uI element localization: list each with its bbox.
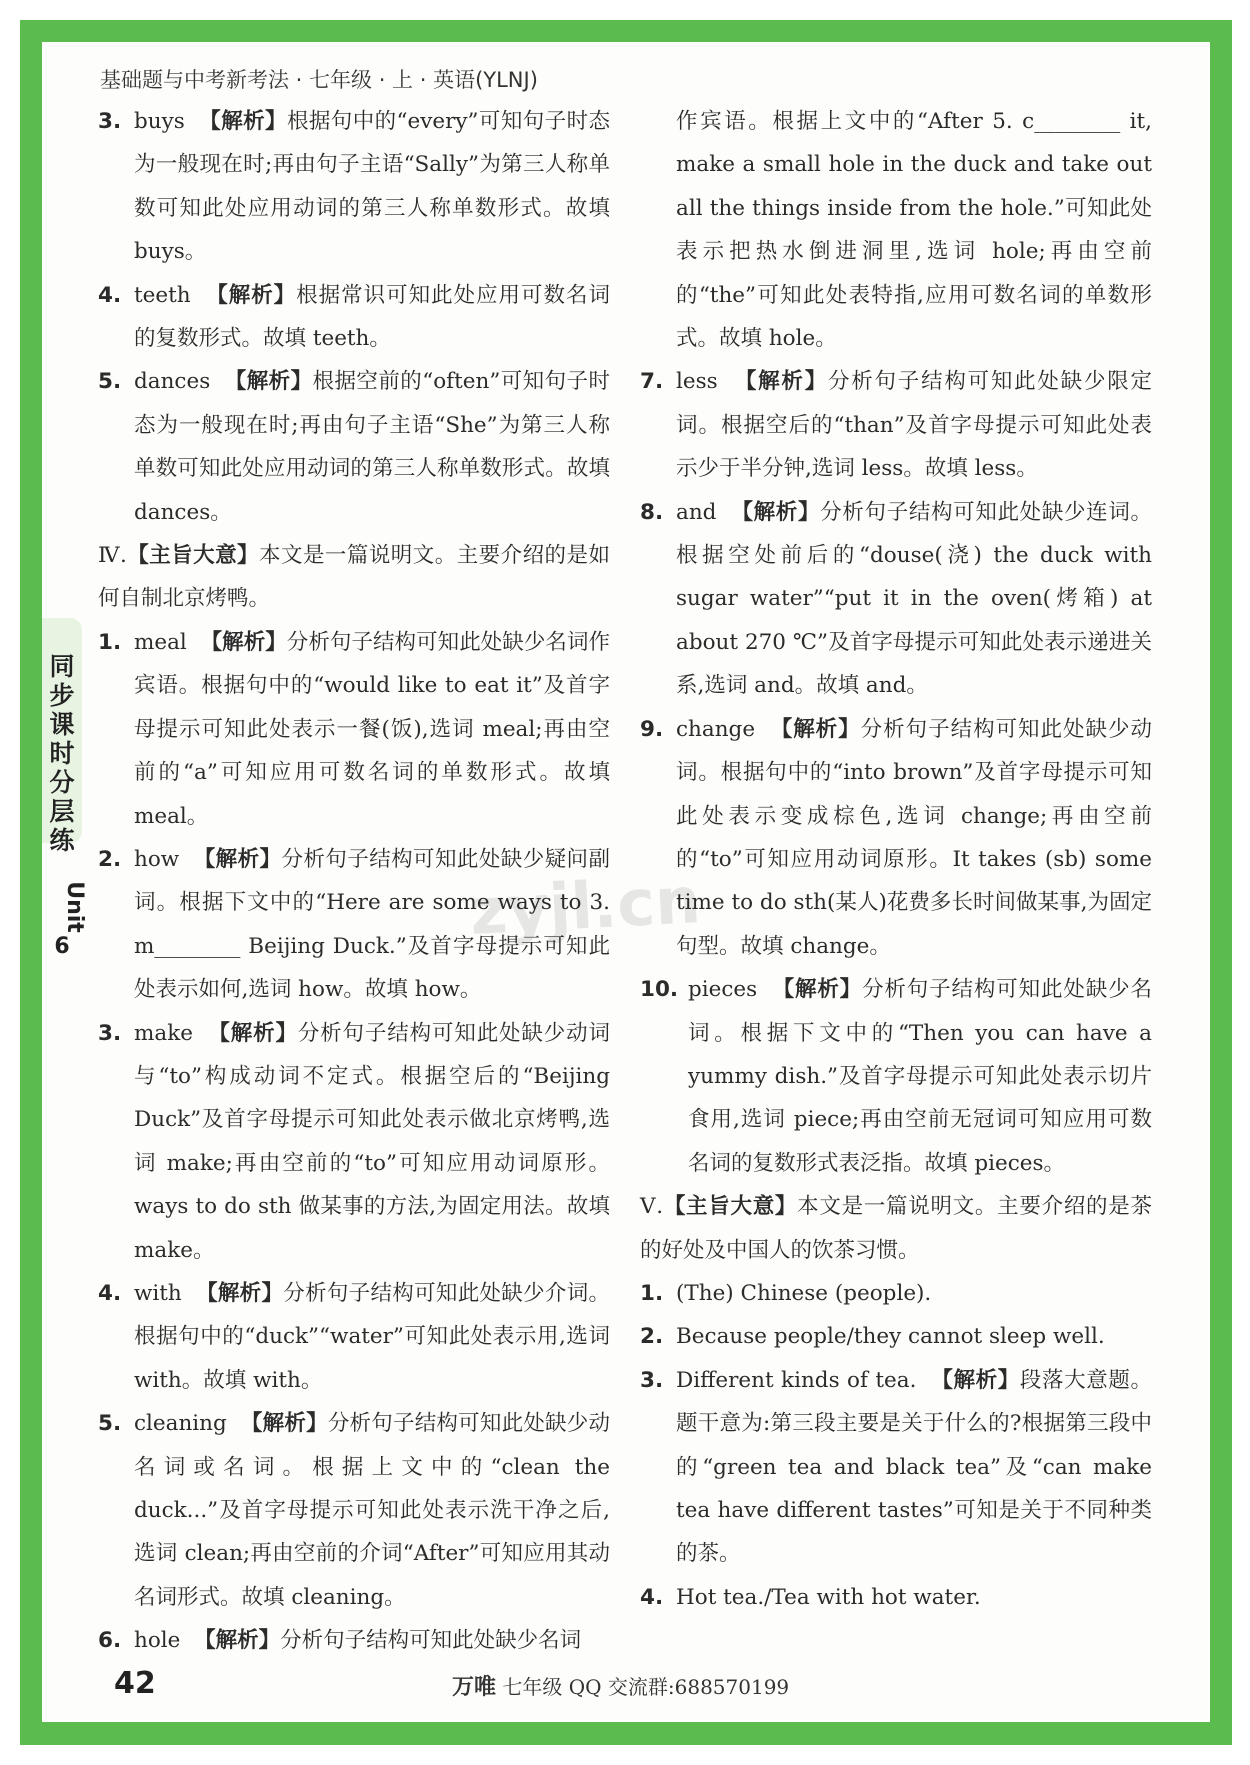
item-number: 8.	[640, 499, 664, 525]
answer-text: dances	[134, 369, 211, 395]
side-tab-label	[48, 652, 76, 855]
side-tab-char: 层	[49, 797, 75, 826]
analysis-text: 分析句子结构可知此处缺少限定词。根据空后的“than”及首字母提示可知此处表示少于半分钟,选词 less。故填 less。	[676, 369, 1152, 482]
item-number: 3.	[98, 109, 122, 134]
item-number: 6.	[98, 1628, 122, 1654]
running-header: 基础题与中考新考法 · 七年级 · 上 · 英语(YLNJ)	[100, 68, 538, 92]
answer-text: hole	[134, 1628, 181, 1654]
answer-item	[98, 100, 610, 274]
analysis-tag: 【解析】	[196, 1280, 284, 1306]
analysis-text: 段落大意题。题干意为:第三段主要是关于什么的?根据第三段中的“green tea and black tea”及“can make tea have different tastes”可知是关于不同种类的茶。	[676, 1367, 1152, 1567]
item-number: 7.	[640, 369, 664, 395]
answer-text: buys	[134, 109, 185, 134]
analysis-text: 分析句子结构可知此处缺少动词。根据句中的“into brown”及首字母提示可知此处表示变成棕色,选词 change;再由空前的“to”可知应用动词原形。It takes (sb) some time to do sth(某人)花费多长时间做某事,为固定句型。故填 change。	[676, 716, 1152, 959]
answer-item	[98, 838, 610, 1012]
answer-text: cleaning	[134, 1411, 227, 1437]
answer-text: make	[134, 1020, 193, 1046]
answer-item	[640, 1359, 1152, 1576]
answer-text: with	[134, 1280, 182, 1306]
analysis-tag: 【解析】	[208, 1020, 298, 1046]
analysis-tag: 【解析】	[224, 369, 313, 395]
answer-item	[98, 1272, 610, 1402]
section-v-summary	[640, 1185, 1152, 1272]
analysis-text: 根据常识可知此处应用可数名词的复数形式。故填 teeth。	[134, 282, 610, 352]
answer-text: (The) Chinese (people).	[676, 1280, 932, 1306]
item-number: 5.	[98, 369, 122, 395]
answer-text: pieces	[688, 977, 758, 1003]
analysis-tag: 【解析】	[734, 369, 828, 395]
side-tab-char: 时	[49, 739, 75, 768]
analysis-tag: 【解析】	[770, 716, 861, 742]
analysis-tag: 【解析】	[731, 499, 821, 525]
analysis-text: 根据空前的“often”可知句子时态为一般现在时;再由句子主语“She”为第三人称单数可知此处应用动词的第三人称单数形式。故填 dances。	[134, 369, 610, 525]
side-tab-char: 步	[49, 681, 75, 710]
answer-text: meal	[134, 629, 187, 655]
left-column	[98, 100, 610, 1663]
answer-text: how	[134, 846, 180, 872]
analysis-text: 分析句子结构可知此处缺少介词。根据句中的“duck”“water”可知此处表示用,选词 with。故填 with。	[134, 1280, 610, 1393]
item-number: 4.	[98, 1280, 122, 1306]
answer-text: and	[676, 499, 717, 525]
item-number: 4.	[98, 282, 122, 308]
summary-text: 本文是一篇说明文。主要介绍的是如何自制北京烤鸭。	[98, 543, 610, 612]
analysis-text: 分析句子结构可知此处缺少动名词或名词。根据上文中的“clean the duck...”及首字母提示可知此处表示洗干净之后,选词 clean;再由空前的介词“After”可知应用其动名词形式。故填 cleaning。	[134, 1411, 610, 1610]
page-number: 42	[114, 1666, 156, 1701]
item-number: 1.	[640, 1280, 664, 1306]
analysis-tag: 【解析】	[199, 109, 287, 134]
analysis-text: 分析句子结构可知此处缺少疑问副词。根据下文中的“Here are some ways to 3. m________ Beijing Duck.”及首字母提示可知此处表示如何,选词 how。故填 how。	[134, 846, 610, 1003]
answer-item	[98, 1012, 610, 1272]
item-number: 4.	[640, 1584, 664, 1610]
answer-item	[640, 708, 1152, 968]
item-number: 5.	[98, 1411, 122, 1437]
analysis-tag: 【解析】	[772, 977, 863, 1003]
answer-text: Different kinds of tea.	[676, 1367, 917, 1393]
answer-text: less	[676, 369, 718, 395]
side-tab-char: 分	[49, 768, 75, 797]
right-column	[640, 100, 1152, 1619]
analysis-tag: 【解析】	[194, 1628, 281, 1654]
answer-item	[640, 1576, 1152, 1619]
section-label: Ⅳ.	[98, 543, 127, 569]
answer-item	[640, 1272, 1152, 1315]
analysis-text: 分析句子结构可知此处缺少动词与“to”构成动词不定式。根据空后的“Beijing Duck”及首字母提示可知此处表示做北京烤鸭,选词 make;再由空前的“to”可知应用动词原形。ways to do sth 做某事的方法,为固定用法。故填 make。	[134, 1020, 610, 1263]
answer-text: change	[676, 716, 756, 742]
answer-item	[640, 491, 1152, 708]
watermark: zyjl.cn	[468, 864, 703, 950]
answer-item	[98, 621, 610, 838]
analysis-tag: 【解析】	[193, 846, 282, 872]
analysis-text: 分析句子结构可知此处缺少名词	[280, 1628, 582, 1654]
side-tab-char: 课	[49, 710, 75, 739]
brand-logo: 万唯	[452, 1675, 497, 1700]
summary-text: 本文是一篇说明文。主要介绍的是茶的好处及中国人的饮茶习惯。	[640, 1194, 1152, 1263]
unit-number: 6	[54, 934, 70, 959]
analysis-tag: 【解析】	[206, 282, 297, 308]
analysis-text: 分析句子结构可知此处缺少名词。根据下文中的“Then you can have a yummy dish.”及首字母提示可知此处表示切片食用,选词 piece;再由空前无冠词可知应用可数名词的复数形式表泛指。故填 pieces。	[688, 977, 1152, 1176]
analysis-text: 分析句子结构可知此处缺少名词作宾语。根据句中的“would like to eat it”及首字母提示可知此处表示一餐(饭),选词 meal;再由空前的“a”可知应用可数名词的单数形式。故填 meal。	[134, 629, 610, 829]
section-label: Ⅴ.	[640, 1194, 664, 1220]
item-number: 3.	[98, 1020, 122, 1046]
answer-item	[98, 1402, 610, 1619]
analysis-tag: 【解析】	[200, 629, 287, 655]
footer-text: 七年级 QQ 交流群:688570199	[502, 1675, 790, 1699]
answer-item	[640, 968, 1152, 1185]
answer-item	[98, 274, 610, 361]
section-iv-summary	[98, 534, 610, 621]
analysis-tag: 【解析】	[240, 1411, 328, 1437]
answer-text: teeth	[134, 282, 191, 308]
unit-word: Unit	[61, 881, 87, 933]
answer-item	[640, 1315, 1152, 1358]
item-number: 10.	[640, 977, 679, 1003]
answer-text: Hot tea./Tea with hot water.	[676, 1584, 981, 1610]
analysis-text: 根据句中的“every”可知句子时态为一般现在时;再由句子主语“Sally”为第三人称单数可知此处应用动词的第三人称单数形式。故填 buys。	[134, 109, 610, 265]
continued-text: 作宾语。根据上文中的“After 5. c________ it, make a small hole in the duck and take out all the things inside from the hole.”可知此处表示把热水倒进洞里,选词 hole;再由空前的“the”可知此处表特指,应用可数名词的单数形式。故填 hole。	[676, 109, 1152, 352]
unit-label	[48, 881, 87, 960]
analysis-text: 分析句子结构可知此处缺少连词。根据空处前后的“douse(浇) the duck with sugar water”“put it in the oven(烤箱) at about 270 ℃”及首字母提示可知此处表示递进关系,选词 and。故填 and。	[676, 499, 1152, 699]
answer-item	[98, 360, 610, 534]
item-number: 2.	[98, 846, 122, 872]
item-number: 1.	[98, 629, 122, 655]
answer-item	[640, 360, 1152, 490]
item-number: 3.	[640, 1367, 664, 1393]
answer-item	[98, 1619, 610, 1662]
item-number: 2.	[640, 1324, 664, 1350]
answer-text: Because people/they cannot sleep well.	[676, 1324, 1105, 1350]
side-tab-char: 同	[49, 652, 75, 681]
side-tab-char: 练	[49, 826, 75, 855]
summary-tag: 【主旨大意】	[663, 1194, 798, 1220]
analysis-tag: 【解析】	[931, 1367, 1020, 1393]
item-number: 9.	[640, 716, 664, 742]
summary-tag: 【主旨大意】	[126, 543, 260, 569]
footer	[452, 1670, 789, 1701]
